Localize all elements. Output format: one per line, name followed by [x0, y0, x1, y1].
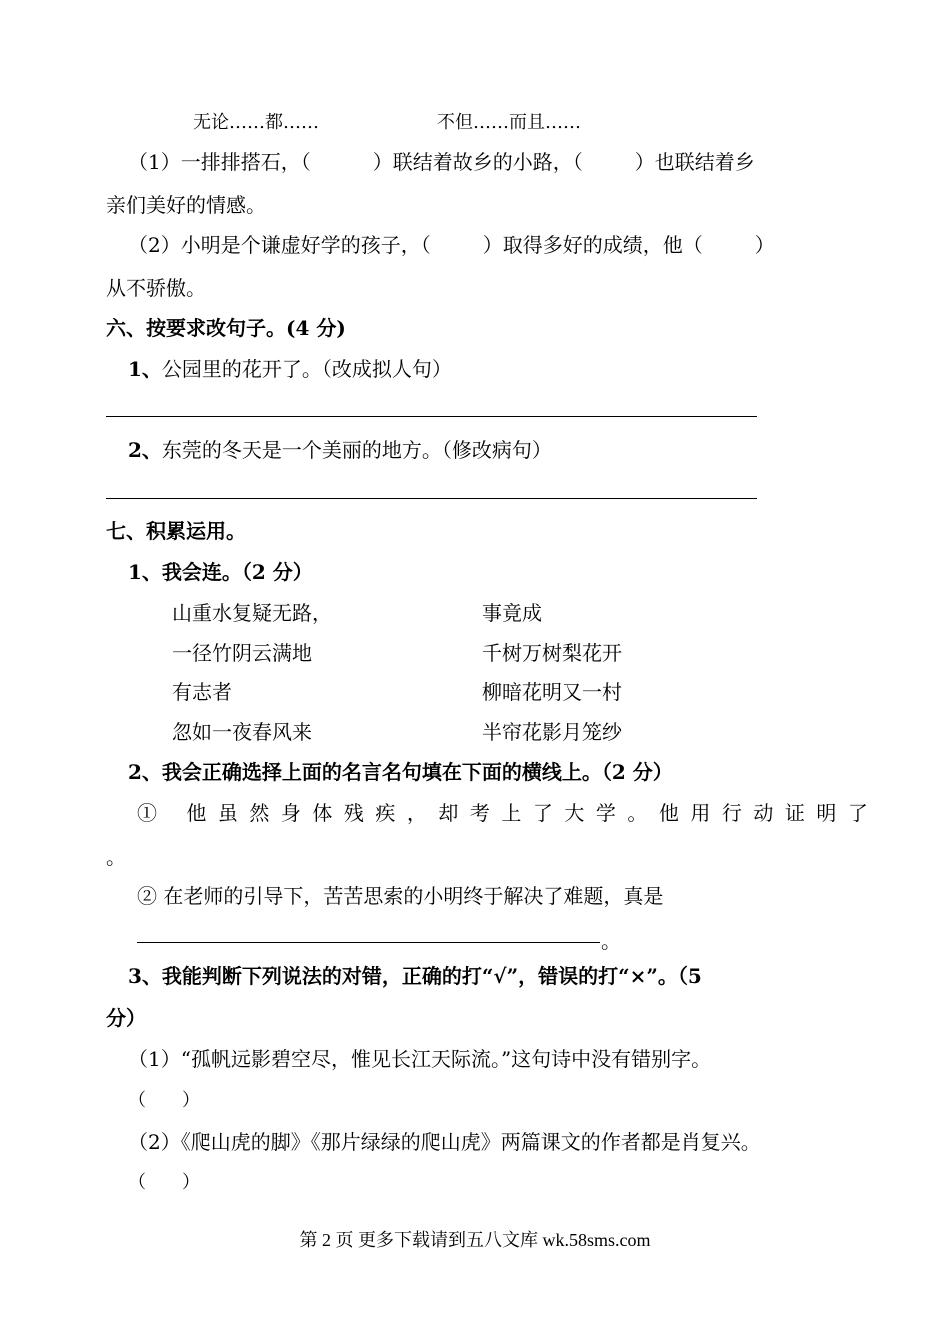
s7-q2-2-end: 。	[601, 929, 621, 953]
s7-q3-title-a: 3、我能判断下列说法的对错，正确的打“√”，错误的打“×”。（5	[128, 964, 702, 988]
match-left-4[interactable]: 忽如一夜春风来	[172, 720, 312, 744]
option-budan: 不但……而且……	[437, 112, 581, 133]
s7-q2-2: ② 在老师的引导下，苦苦思索的小明终于解决了难题，真是	[137, 884, 664, 908]
s7-q3-title-b: 分）	[106, 1006, 146, 1030]
page-footer: 第 2 页 更多下载请到五八文库 wk.58sms.com	[299, 1230, 651, 1250]
answer-line-1[interactable]	[106, 416, 757, 417]
match-right-1[interactable]: 事竟成	[482, 601, 542, 625]
s7-q3-2: （2）《爬山虎的脚》《那片绿绿的爬山虎》两篇课文的作者都是肖复兴。	[128, 1130, 761, 1154]
q5-1-line2: 亲们美好的情感。	[106, 193, 266, 217]
match-right-3[interactable]: 柳暗花明又一村	[482, 680, 622, 704]
q5-1-part-b: ）联结着故乡的小路，（	[372, 150, 583, 174]
section7-title: 七、积累运用。	[106, 519, 246, 543]
q5-2-part-b: ）取得多好的成绩，他（	[482, 233, 703, 257]
q5-2-part-c: ）	[754, 233, 775, 257]
q5-2-part-a: （2）小明是个谦虚好学的孩子，（	[128, 233, 431, 257]
s6-q1	[128, 356, 452, 382]
answer-line-3[interactable]	[137, 942, 600, 943]
s7-q3-1-paren[interactable]: （ ）	[128, 1090, 200, 1111]
q5-1-part-a: （1）一排排搭石，（	[128, 150, 311, 174]
match-right-4[interactable]: 半帘花影月笼纱	[482, 720, 622, 744]
option-wulun: 无论……都……	[193, 112, 319, 133]
s7-q2-title: 2、我会正确选择上面的名言名句填在下面的横线上。（2 分）	[128, 760, 673, 784]
q5-1-line1	[128, 149, 755, 175]
s7-q2-1-end: 。	[106, 845, 126, 869]
answer-line-2[interactable]	[106, 498, 757, 499]
s7-q2-1: ① 他虽然身体残疾，却考上了大学。他用行动证明了	[137, 801, 880, 825]
s6-q1-text: 公园里的花开了。（改成拟人句）	[161, 357, 452, 381]
match-right-2[interactable]: 千树万树梨花开	[482, 641, 622, 665]
s6-q2	[128, 437, 552, 463]
match-left-1[interactable]: 山重水复疑无路，	[172, 601, 332, 625]
match-left-2[interactable]: 一径竹阴云满地	[172, 641, 312, 665]
s6-q2-num: 2、	[128, 438, 162, 462]
section6-title: 六、按要求改句子。(4 分)	[106, 316, 346, 340]
q5-1-part-c: ）也联结着乡	[634, 150, 755, 174]
s6-q1-num: 1、	[128, 357, 162, 381]
s6-q2-text: 东莞的冬天是一个美丽的地方。（修改病句）	[161, 438, 552, 462]
s7-q1-title: 1、我会连。（2 分）	[128, 560, 313, 584]
q5-2-line2: 从不骄傲。	[106, 276, 206, 300]
s7-q3-1: （1）“孤帆远影碧空尽，惟见长江天际流。”这句诗中没有错别字。	[128, 1047, 712, 1071]
s7-q3-2-paren[interactable]: （ ）	[128, 1172, 200, 1193]
match-left-3[interactable]: 有志者	[172, 680, 232, 704]
q5-2-line1	[128, 232, 775, 258]
